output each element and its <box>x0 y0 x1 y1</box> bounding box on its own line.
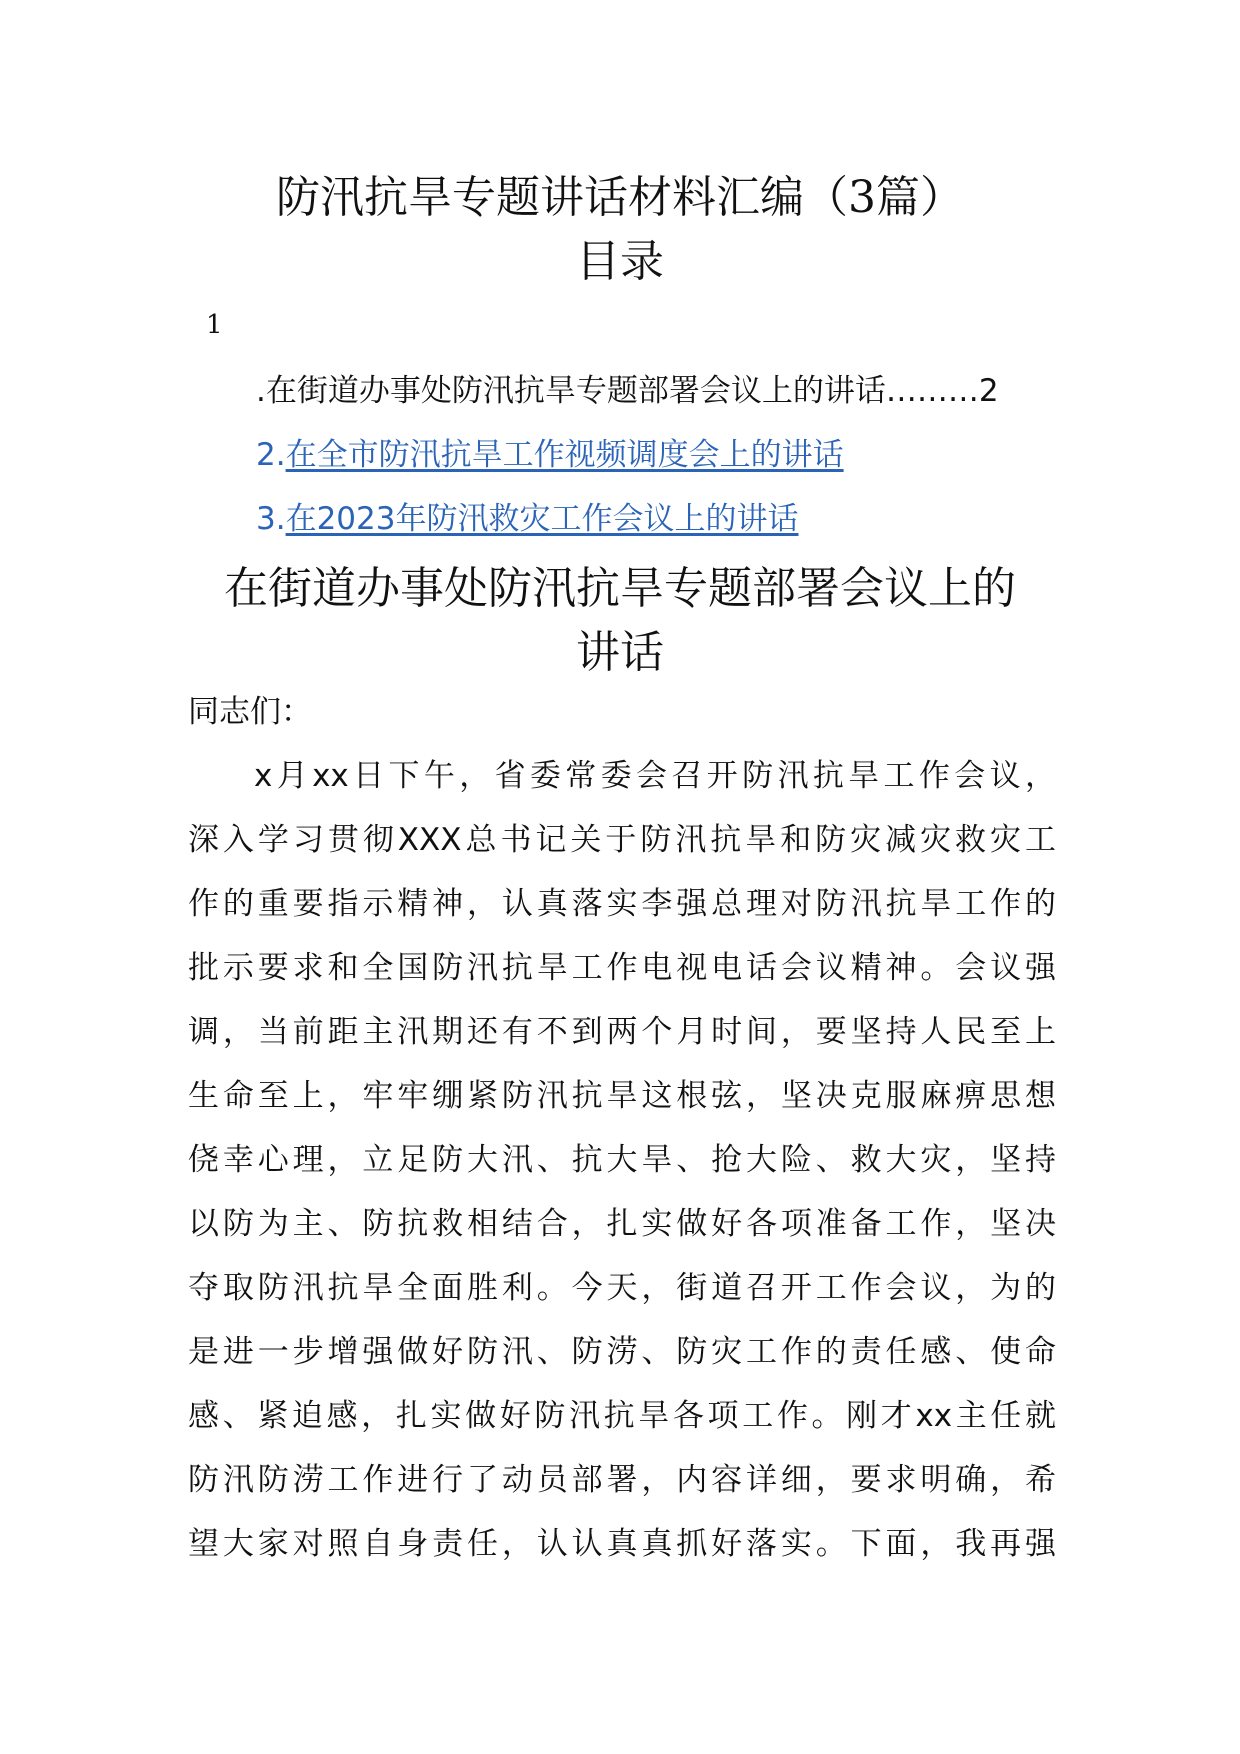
body-line: 调，当前距主汛期还有不到两个月时间，要坚持人民至上 <box>188 1014 1056 1050</box>
document-title <box>0 170 1240 226</box>
toc-item-3-link[interactable]: 在2023年防汛救灾工作会议上的讲话 <box>285 501 799 537</box>
toc-item-2[interactable] <box>256 433 844 477</box>
speech-title-line-2: 讲话 <box>576 627 664 678</box>
body-line: 望大家对照自身责任，认认真真抓好落实。下面，我再强 <box>188 1526 1056 1562</box>
body-line: 以防为主、防抗救相结合，扎实做好各项准备工作，坚决 <box>188 1206 1056 1242</box>
toc-item-2-link[interactable]: 在全市防汛抗旱工作视频调度会上的讲话 <box>285 437 844 473</box>
page-number-marker: 1 <box>206 310 223 340</box>
document-title-prefix: 防汛抗旱专题讲话材料汇编（ <box>276 172 848 223</box>
body-line: 深入学习贯彻XXX总书记关于防汛抗旱和防灾减灾救灾工 <box>188 822 1056 858</box>
document-title-suffix: 篇） <box>876 172 964 223</box>
body-line: 防汛防涝工作进行了动员部署，内容详细，要求明确，希 <box>188 1462 1056 1498</box>
speech-title-line-1: 在街道办事处防汛抗旱专题部署会议上的 <box>224 563 1016 614</box>
body-line: 批示要求和全国防汛抗旱工作电视电话会议精神。会议强 <box>188 950 1056 986</box>
document-title-number: 3 <box>848 172 876 223</box>
toc-item-3-number: 3. <box>256 501 286 537</box>
toc-item-1[interactable] <box>256 369 999 413</box>
body-line: 侥幸心理，立足防大汛、抗大旱、抢大险、救大灾，坚持 <box>188 1142 1056 1178</box>
body-line: 是进一步增强做好防汛、防涝、防灾工作的责任感、使命 <box>188 1334 1056 1370</box>
body-line: 感、紧迫感，扎实做好防汛抗旱各项工作。刚才xx主任就 <box>188 1398 1056 1434</box>
body-line: 生命至上，牢牢绷紧防汛抗旱这根弦，坚决克服麻痹思想 <box>188 1078 1056 1114</box>
body-line: x月xx日下午，省委常委会召开防汛抗旱工作会议， <box>254 758 1056 794</box>
speech-salutation: 同志们： <box>188 694 312 730</box>
body-line: 作的重要指示精神，认真落实李强总理对防汛抗旱工作的 <box>188 886 1056 922</box>
toc-item-3[interactable] <box>256 497 798 541</box>
toc-heading: 目录 <box>576 236 664 287</box>
toc-item-2-number: 2. <box>256 437 286 473</box>
toc-item-1-text[interactable]: .在街道办事处防汛抗旱专题部署会议上的讲话………2 <box>256 373 999 409</box>
body-line: 夺取防汛抗旱全面胜利。今天，街道召开工作会议，为的 <box>188 1270 1056 1306</box>
